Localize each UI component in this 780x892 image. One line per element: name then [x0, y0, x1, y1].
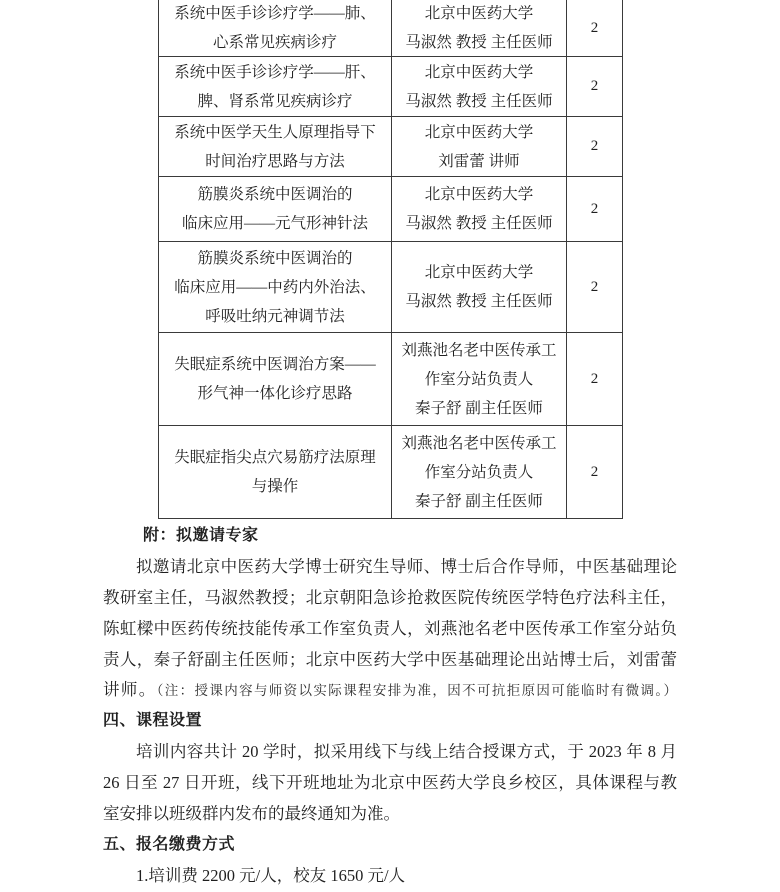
instructor-line: 北京中医药大学 [424, 5, 534, 22]
table-row [159, 57, 622, 117]
course-table [158, 0, 623, 519]
section-heading: 五、报名缴费方式 [103, 835, 236, 853]
course-cell [159, 0, 392, 56]
hours-cell [567, 242, 622, 332]
course-line: 系统中医手诊诊疗学——肝、 [174, 63, 376, 81]
paragraph-line: 室安排以班级群内发布的最终通知为准。 [103, 804, 400, 824]
course-line: 筋膜炎系统中医调治的 [197, 186, 353, 203]
course-cell [159, 117, 392, 176]
paragraph-line: 拟邀请北京中医药大学博士研究生导师、博士后合作导师，中医基础理论 [136, 556, 677, 576]
instructor-line: 秦子舒 副主任医师 [415, 492, 543, 510]
paragraph-line: 教研室主任，马淑然教授；北京朝阳急诊抢救医院传统医学特色疗法科主任， [103, 587, 677, 607]
instructor-line: 刘燕池名老中医传承工 [401, 434, 557, 452]
hours-value: 2 [590, 463, 599, 480]
instructor-line: 北京中医药大学 [424, 186, 534, 203]
instructor-cell [392, 333, 567, 425]
table-row [159, 117, 622, 177]
instructor-line: 马淑然 教授 主任医师 [405, 92, 553, 110]
instructor-line: 刘燕池名老中医传承工 [401, 341, 557, 359]
course-line: 脾、肾系常见疾病诊疗 [197, 92, 353, 110]
hours-cell [567, 57, 622, 116]
hours-cell [567, 426, 622, 518]
course-line: 系统中医手诊诊疗学——肺、 [174, 5, 376, 22]
hours-cell [567, 333, 622, 425]
instructor-line: 秦子舒 副主任医师 [415, 399, 543, 417]
body-text [103, 521, 677, 892]
hours-value: 2 [590, 19, 599, 36]
paragraph-line: 责人，秦子舒副主任医师；北京中医药大学中医基础理论出站博士后，刘雷蕾 [103, 649, 677, 669]
section-heading: 四、课程设置 [103, 712, 203, 730]
table-row [159, 333, 622, 426]
course-cell [159, 177, 392, 241]
paragraph-line: 26 日至 27 日开班，线下开班地址为北京中医药大学良乡校区，具体课程与教 [103, 773, 677, 793]
paragraph-line: 1.培训费 2200 元/人，校友 1650 元/人 [136, 865, 406, 885]
instructor-line: 作室分站负责人 [424, 463, 534, 481]
instructor-line: 马淑然 教授 主任医师 [405, 34, 553, 51]
hours-value: 2 [590, 78, 599, 94]
paragraph-line [103, 675, 677, 706]
course-cell [159, 57, 392, 116]
instructor-cell [392, 117, 567, 176]
table-row [159, 426, 622, 519]
instructor-cell [392, 57, 567, 116]
instructor-line: 作室分站负责人 [424, 370, 534, 388]
hours-value: 2 [590, 200, 599, 217]
course-line: 系统中医学天生人原理指导下 [174, 123, 376, 141]
course-line: 与操作 [251, 478, 299, 495]
instructor-cell [392, 177, 567, 241]
course-line: 形气神一体化诊疗思路 [197, 385, 353, 402]
course-line: 时间治疗思路与方法 [205, 152, 345, 170]
course-line: 临床应用——元气形神针法 [181, 215, 368, 232]
hours-value: 2 [590, 278, 599, 295]
course-line: 临床应用——中药内外治法、 [174, 278, 376, 296]
table-row [159, 0, 622, 57]
instructor-line: 北京中医药大学 [424, 264, 534, 281]
instructor-line: 刘雷蕾 讲师 [438, 152, 520, 170]
course-cell [159, 426, 392, 518]
course-cell [159, 333, 392, 425]
instructor-line: 马淑然 教授 主任医师 [405, 293, 553, 310]
table-row [159, 242, 622, 333]
hours-value: 2 [590, 370, 599, 387]
section-heading: 附：拟邀请专家 [143, 527, 259, 544]
course-line: 失眠症系统中医调治方案—— [174, 356, 376, 373]
instructor-cell [392, 242, 567, 332]
course-cell [159, 242, 392, 332]
instructor-line: 马淑然 教授 主任医师 [405, 215, 553, 232]
course-line: 筋膜炎系统中医调治的 [197, 249, 353, 267]
instructor-cell [392, 426, 567, 518]
paragraph-line: 培训内容共计 20 学时，拟采用线下与线上结合授课方式，于 2023 年 8 月 [136, 742, 677, 762]
paragraph-line: 陈虹樑中医药传统技能传承工作室负责人，刘燕池名老中医传承工作室分站负 [103, 618, 677, 638]
course-line: 呼吸吐纳元神调节法 [205, 307, 345, 325]
note-text: （注：授课内容与师资以实际课程安排为准，因不可抗拒原因可能临时有微调。） [156, 683, 678, 699]
hours-cell [567, 117, 622, 176]
hours-cell [567, 177, 622, 241]
paragraph-text: 讲师。 [103, 680, 157, 700]
hours-cell [567, 0, 622, 56]
table-row [159, 177, 622, 242]
course-line: 心系常见疾病诊疗 [212, 34, 337, 51]
course-line: 失眠症指尖点穴易筋疗法原理 [174, 449, 376, 466]
hours-value: 2 [590, 138, 599, 154]
instructor-line: 北京中医药大学 [424, 63, 534, 81]
instructor-line: 北京中医药大学 [424, 123, 534, 141]
instructor-cell [392, 0, 567, 56]
